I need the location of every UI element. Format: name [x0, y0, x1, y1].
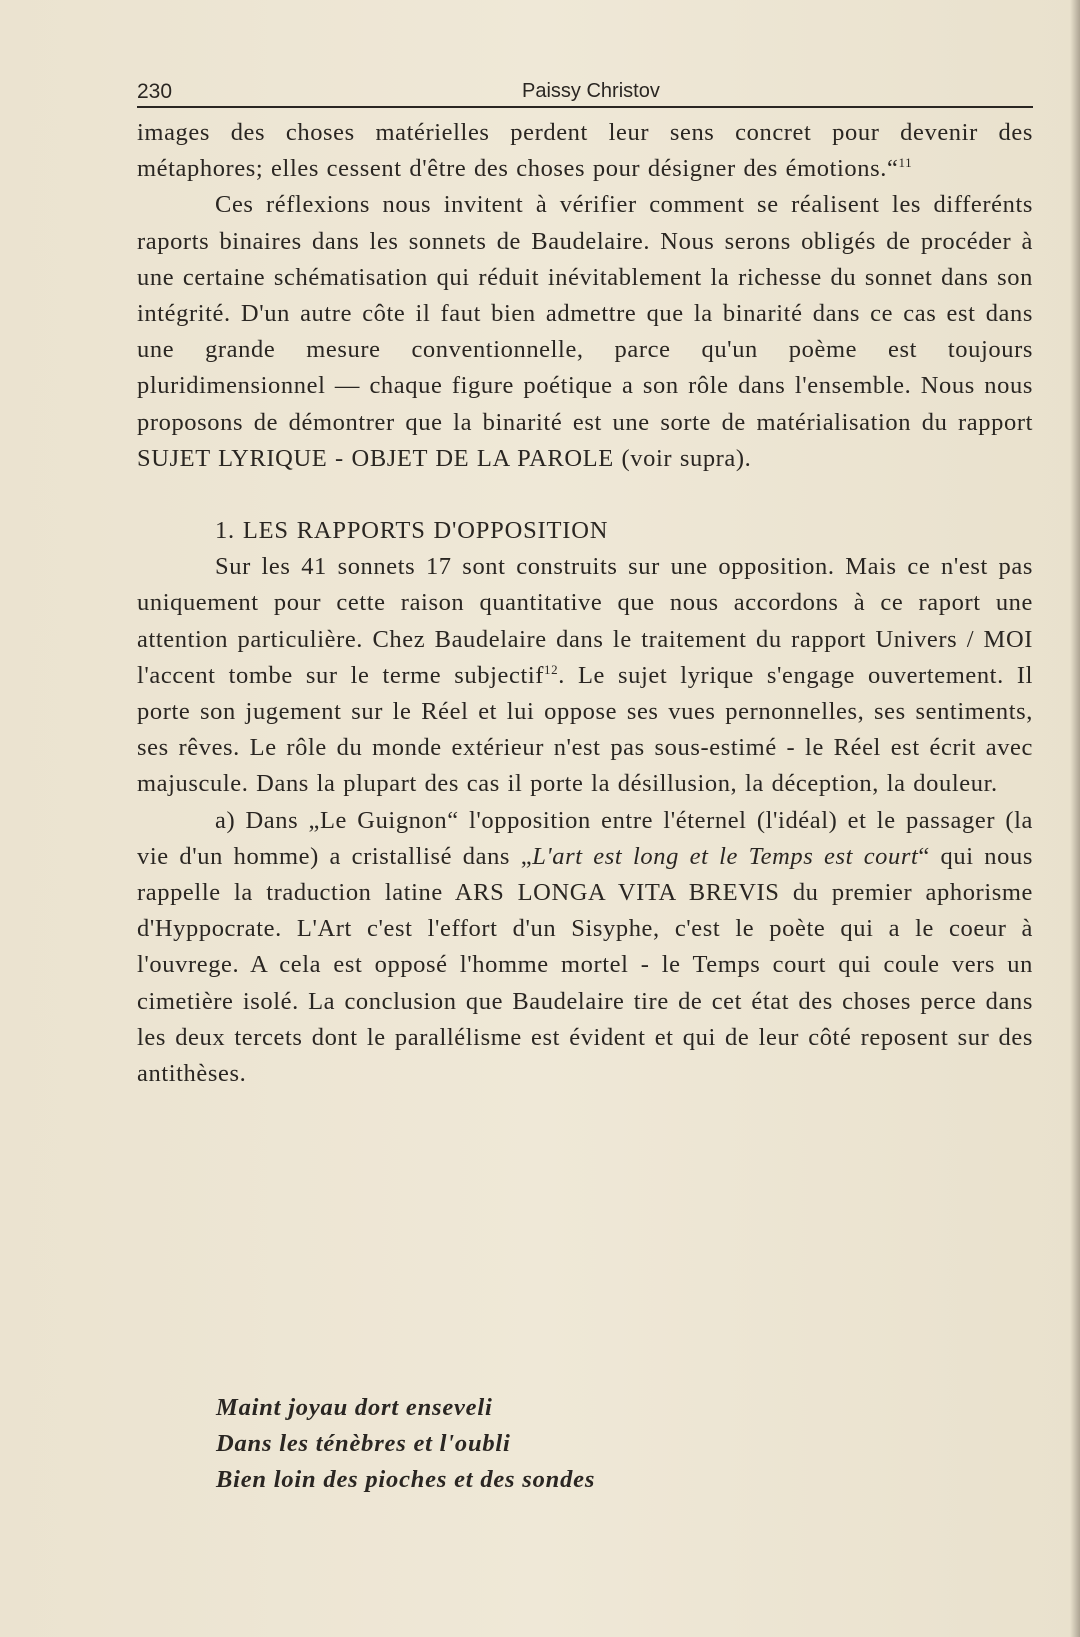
body-text	[137, 115, 1033, 1092]
page-number: 230	[137, 80, 173, 103]
paragraph-3-text-b: . Le sujet lyrique s'engage ouvertement. Il porte son jugement sur le Réel et lui oppose ses vues pernonnelles, ses sentiments, ses rêves. Le rôle du monde extérieur n'est pas sous-estimé - le Réel est écrit avec majuscule. Dans la plupart des cas il porte la désillusion, la déception, la douleur.	[137, 661, 1033, 798]
verse-line: Maint joyau dort enseveli	[216, 1394, 493, 1421]
paragraph-4	[137, 803, 1033, 1093]
verse-quotation	[216, 1390, 1016, 1498]
paragraph-1-text: images des choses matérielles perdent leur sens concret pour devenir des métaphores; elles cessent d'être des choses pour désigner des émotions.“	[137, 119, 1033, 183]
page-edge-shadow	[1070, 0, 1080, 1637]
verse-line: Dans les ténèbres et l'oubli	[216, 1430, 511, 1457]
section-heading: 1. LES RAPPORTS D'OPPOSITION	[215, 517, 609, 545]
verse-line: Bien loin des pioches et des sondes	[216, 1466, 596, 1493]
footnote-ref-12: 12	[544, 661, 559, 677]
paragraph-4-quote: L'art est long et le Temps est court	[532, 842, 919, 870]
paragraph-3-text-a: Sur les 41 sonnets 17 sont construits sur une opposition. Mais ce n'est pas uniquement pour cette raison quantitative que nous accordons à ce raport une attention particulière. Chez Baudelaire dans le traitement du rapport Univers / MOI l'accent tombe sur le terme subjectif	[137, 553, 1033, 689]
paragraph-4-text-b: “ qui nous rappelle la traduction latine ARS LONGA VITA BREVIS du premier aphorisme d'Hyppocrate. L'Art c'est l'effort d'un Sisyphe, c'est le poète qui a le coeur à l'ouvrege. A cela est opposé l'homme mortel - le Temps court qui coule vers un cimetière isolé. La conclusion que Baudelaire tire de cet état des choses perce dans les deux tercets dont le parallélisme est évident et qui de leur côté reposent sur des antithèses.	[137, 842, 1033, 1088]
page-header	[137, 80, 1033, 108]
paragraph-4-text-a: a) Dans „Le Guignon“ l'opposition entre l'éternel (l'idéal) et le passager (la vie d'un homme) a cristallisé dans „	[137, 806, 1033, 870]
footnote-ref-11: 11	[898, 155, 913, 171]
running-head: Paissy Christov	[522, 80, 660, 102]
paragraph-3	[137, 549, 1033, 802]
paragraph-1	[137, 115, 1033, 187]
paragraph-2: Ces réflexions nous invitent à vérifier comment se réalisent les differénts raports binaires dans les sonnets de Baudelaire. Nous serons obligés de procéder à une certaine schématisation qui réduit inévitablement la richesse du sonnet dans son intégrité. D'un autre côte il faut bien admettre que la binarité dans ce cas est dans une grande mesure conventionnelle, parce qu'un poème est toujours pluridimensionnel — chaque figure poétique a son rôle dans l'ensemble. Nous nous proposons de démontrer que la binarité est une sorte de matérialisation du rapport SUJET LYRIQUE - OBJET DE LA PAROLE (voir supra).	[137, 191, 1033, 472]
